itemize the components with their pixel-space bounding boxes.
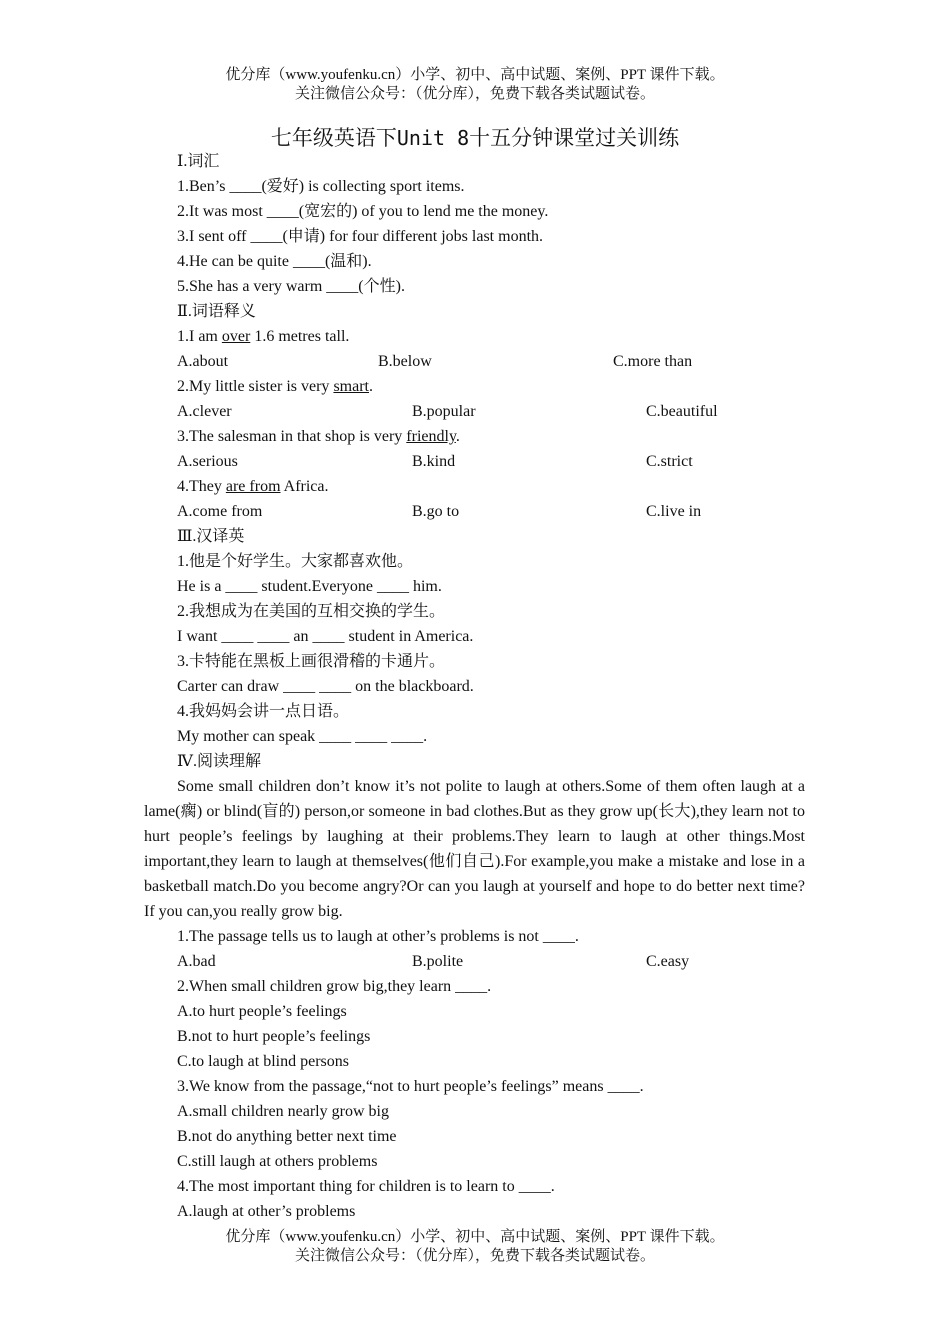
title-unit: Unit 8 [396,126,470,150]
underlined-word: friendly [406,428,456,445]
option-a: A.laugh at other’s problems [177,1203,356,1220]
option-c: C.beautiful [646,403,718,420]
vocab-item: 2.It was most ____(宽宏的) of you to lend me the money. [177,203,549,220]
question-text: 3.The salesman in that shop is very [177,428,407,445]
reading-question: 2.When small children grow big,they learn ____. [177,978,492,995]
header-line-1: 优分库（www.youfenku.cn）小学、初中、高中试题、案例、PPT 课件下载。 [225,67,725,83]
option-b: B.below [378,353,432,370]
definition-question [0,374,950,399]
page-footer [0,1228,950,1266]
page-title [0,122,950,152]
definition-question [0,324,950,349]
translation-line: He is a ____ student.Everyone ____ him. [177,578,442,595]
reading-question: 1.The passage tells us to laugh at other’s problems is not ____. [177,928,579,945]
question-text: 4.They [177,478,226,495]
translation-line: 1.他是个好学生。大家都喜欢他。 [177,553,414,570]
option-c: C.easy [646,953,690,970]
translation-line: My mother can speak ____ ____ ____. [177,728,428,745]
options-row [0,349,950,374]
question-text: 1.6 metres tall. [250,328,350,345]
reading-question: 4.The most important thing for children is to learn to ____. [177,1178,555,1195]
option-c: C.still laugh at others problems [177,1153,378,1170]
option-a: A.clever [177,403,232,420]
options-row [0,399,950,424]
option-a: A.to hurt people’s feelings [177,1003,347,1020]
option-b: B.polite [412,953,464,970]
option-b: B.popular [412,403,476,420]
question-text: 2.My little sister is very [177,378,334,395]
translation-line: 2.我想成为在美国的互相交换的学生。 [177,603,446,620]
section-1-heading: Ⅰ.词汇 [177,153,220,170]
option-c: C.strict [646,453,693,470]
underlined-word: are from [225,478,281,495]
vocab-item: 1.Ben’s ____(爱好) is collecting sport items. [177,178,465,195]
title-post: 十五分钟课堂过关训练 [469,126,680,150]
option-a: A.serious [177,453,238,470]
option-b: B.go to [412,503,460,520]
reading-passage [144,774,805,924]
section-2-heading: Ⅱ.词语释义 [177,303,256,320]
option-c: C.live in [646,503,702,520]
options-row [0,499,950,524]
option-b: B.not do anything better next time [177,1128,397,1145]
option-b: B.not to hurt people’s feelings [177,1028,371,1045]
page-header [0,66,950,104]
option-a: A.bad [177,953,216,970]
question-text: . [455,428,460,445]
translation-line: Carter can draw ____ ____ on the blackboard. [177,678,474,695]
definition-question [0,424,950,449]
footer-line-2: 关注微信公众号：（优分库），免费下载各类试题试卷。 [294,1248,655,1264]
question-text: . [368,378,373,395]
options-row [0,949,950,974]
option-a: A.come from [177,503,263,520]
title-pre: 七年级英语下 [270,126,397,150]
option-c: C.to laugh at blind persons [177,1053,349,1070]
option-b: B.kind [412,453,456,470]
option-a: A.small children nearly grow big [177,1103,389,1120]
underlined-word: smart [333,378,369,395]
section-4-heading: Ⅳ.阅读理解 [177,753,261,770]
option-c: C.more than [613,353,693,370]
translation-line: 3.卡特能在黑板上画很滑稽的卡通片。 [177,653,446,670]
vocab-item: 3.I sent off ____(申请) for four different jobs last month. [177,228,544,245]
translation-line: 4.我妈妈会讲一点日语。 [177,703,350,720]
options-row [0,449,950,474]
translation-line: I want ____ ____ an ____ student in America. [177,628,474,645]
header-line-2: 关注微信公众号：（优分库），免费下载各类试题试卷。 [294,86,655,102]
question-text: 1.I am [177,328,222,345]
vocab-item: 5.She has a very warm ____(个性). [177,278,405,295]
section-3-heading: Ⅲ.汉译英 [177,528,245,545]
footer-line-1: 优分库（www.youfenku.cn）小学、初中、高中试题、案例、PPT 课件下载。 [225,1229,725,1245]
option-a: A.about [177,353,229,370]
definition-question [0,474,950,499]
reading-question: 3.We know from the passage,“not to hurt people’s feelings” means ____. [177,1078,644,1095]
vocab-item: 4.He can be quite ____(温和). [177,253,372,270]
worksheet-content [0,149,950,1224]
underlined-word: over [221,328,251,345]
question-text: Africa. [280,478,329,495]
passage-text: Some small children don’t know it’s not polite to laugh at others.Some of them often laugh at a lame(瘸) or blind(盲的) person,or someone in bad clothes.But as they grow up(长大),they learn not to hurt people’s feelings by laughing at their problems.They learn to laugh at other things.Most important,they learn to laugh at themselves(他们自己).For example,you make a mistake and lose in a basketball match.Do you become angry?Or can you laugh at yourself and hope to do better next time?If you can,you really grow big. [144,778,805,920]
